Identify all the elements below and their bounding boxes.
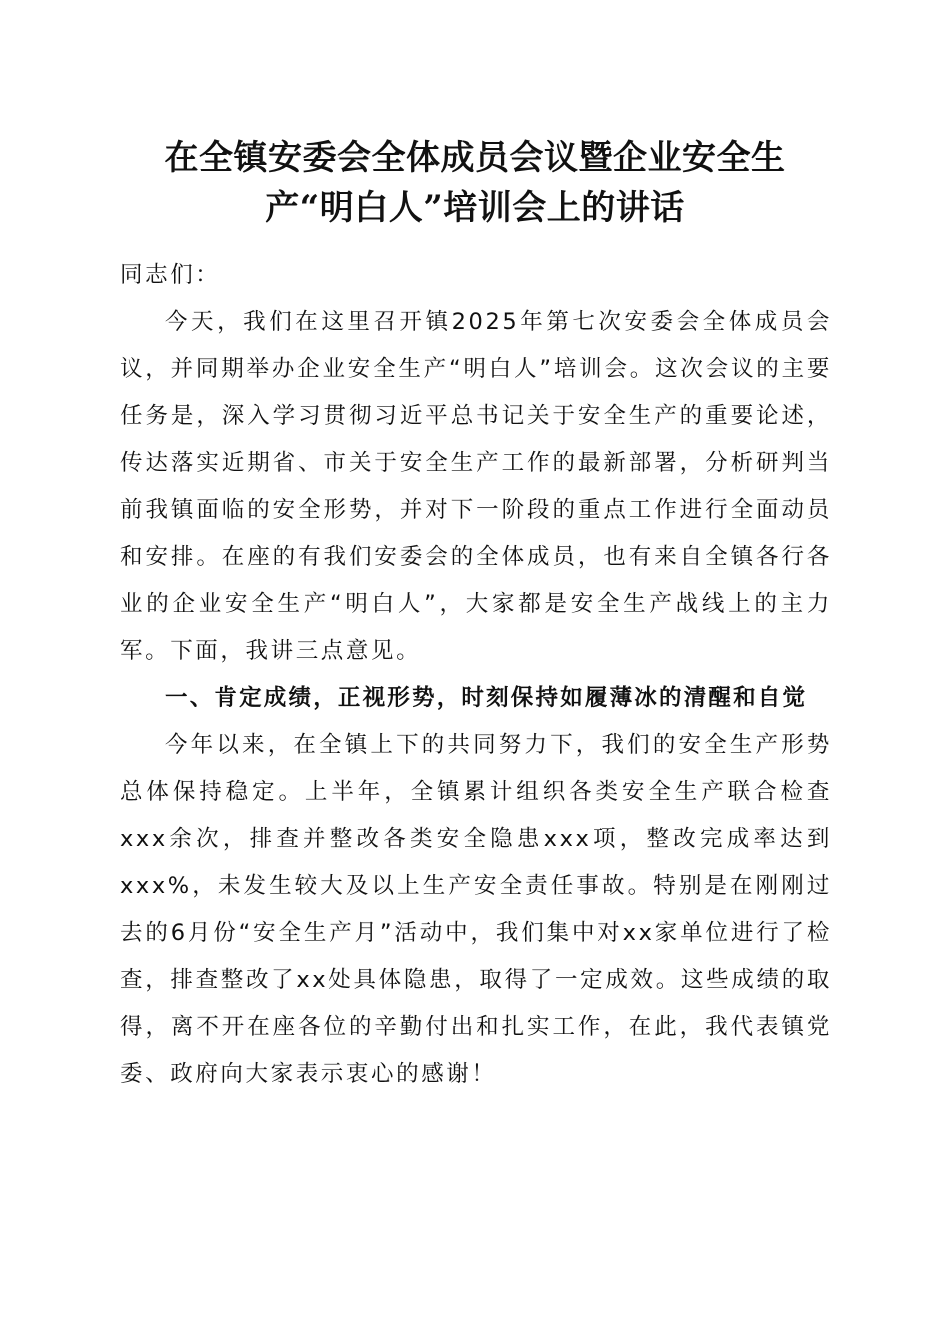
document-body [120,252,832,1098]
section-heading-1: 一、肯定成绩，正视形势，时刻保持如履薄冰的清醒和自觉 [165,685,808,711]
document-title [100,133,850,233]
salutation: 同志们： [120,262,221,288]
intro-paragraph: 今天，我们在这里召开镇2025年第七次安委会全体成员会议，并同期举办企业安全生产“明白人”培训会。这次会议的主要任务是，深入学习贯彻习近平总书记关于安全生产的重要论述，传达落实近期省、市关于安全生产工作的最新部署，分析研判当前我镇面临的安全形势，并对下一阶段的重点工作进行全面动员和安排。在座的有我们安委会的全体成员，也有来自全镇各行各业的企业安全生产“明白人”，大家都是安全生产战线上的主力军。下面，我讲三点意见。 [120,309,832,664]
section-1-paragraph: 今年以来，在全镇上下的共同努力下，我们的安全生产形势总体保持稳定。上半年，全镇累计组织各类安全生产联合检查xxx余次，排查并整改各类安全隐患xxx项，整改完成率达到xxx%，未发生较大及以上生产安全责任事故。特别是在刚刚过去的6月份“安全生产月”活动中，我们集中对xx家单位进行了检查，排查整改了xx处具体隐患，取得了一定成效。这些成绩的取得，离不开在座各位的辛勤付出和扎实工作，在此，我代表镇党委、政府向大家表示衷心的感谢！ [120,732,832,1087]
title-line-2: 产“明白人”培训会上的讲话 [265,188,685,228]
title-line-1: 在全镇安委会全体成员会议暨企业安全生 [164,138,786,178]
